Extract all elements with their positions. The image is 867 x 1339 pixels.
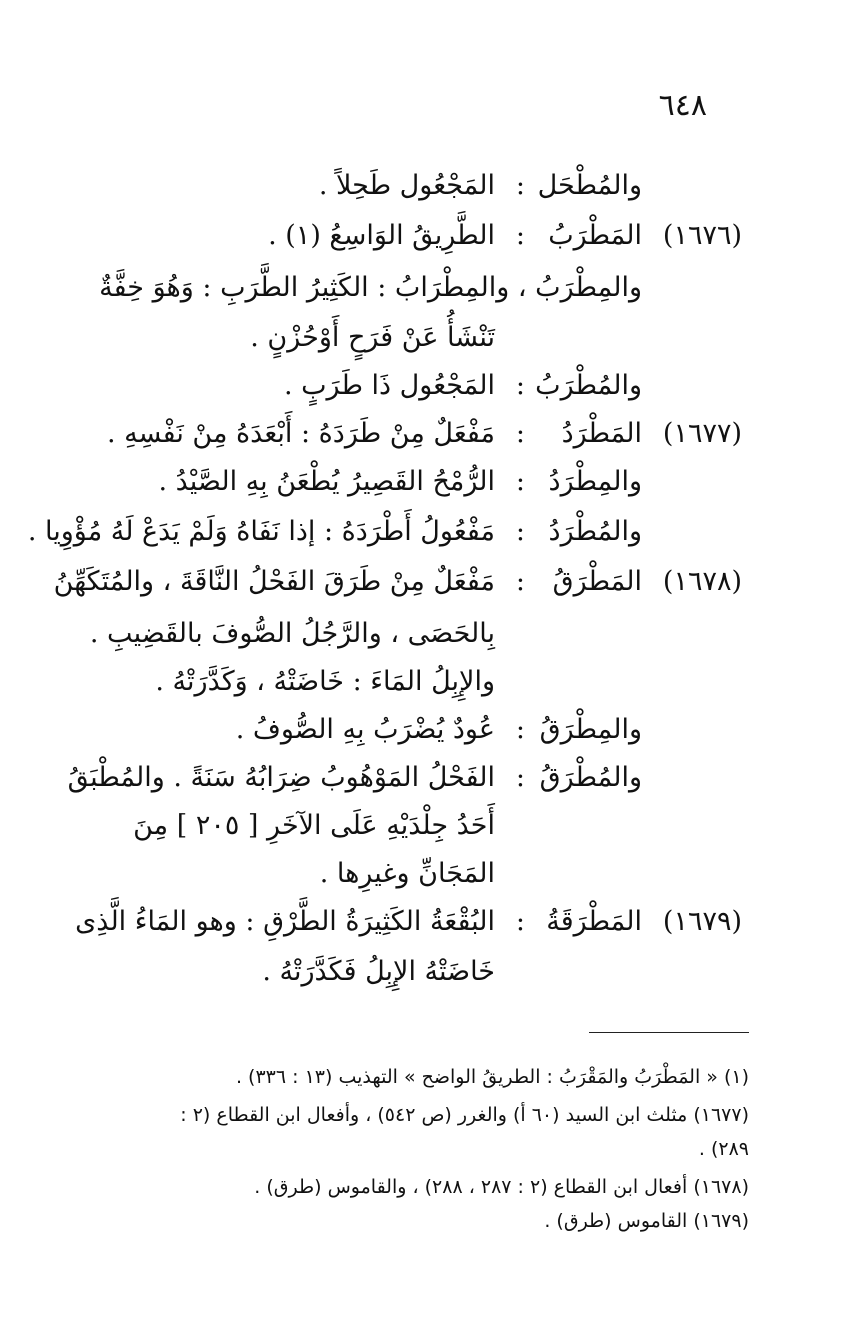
entry-continuation [0, 608, 867, 660]
entry-number: (١٦٧٧) [662, 418, 742, 449]
entry-number: (١٦٧٩) [662, 906, 742, 937]
entry-colon: : [515, 714, 525, 745]
entry-line [0, 408, 867, 460]
page-number: ٦٤٨ [658, 88, 707, 123]
entry-definition: الطَّرِيقُ الوَاسِعُ (١) . [268, 220, 495, 251]
entry-definition: المَجْعُول طَحِلاً . [318, 170, 495, 201]
entry-line [0, 506, 867, 558]
entry-line [0, 160, 867, 212]
entry-colon: : [515, 906, 525, 937]
entry-headword: والمُطْرَقُ [539, 762, 642, 793]
entry-definition: المَجْعُول ذَا طَرَبٍ . [283, 370, 495, 401]
entry-colon: : [515, 418, 525, 449]
entry-headword: المَطْرَقُ [552, 566, 642, 597]
entry-continuation-text: تَنْشَأُ عَنْ فَرَحٍ أَوْحُزْنٍ . [250, 322, 495, 353]
entry-colon: : [515, 170, 525, 201]
entry-line [0, 262, 867, 314]
entry-line [0, 360, 867, 412]
entry-line [0, 210, 867, 262]
entry-definition: مَفْعُولُ أَطْرَدَهُ : إذا نَفَاهُ وَلَمْ يَدَعْ لَهُ مُؤْوِيا . [27, 516, 495, 547]
entry-definition: عُودٌ يُضْرَبُ بِهِ الصُّوفُ . [235, 714, 495, 745]
entry-headword: والمِطْرَقُ [539, 714, 642, 745]
entry-colon: : [515, 566, 525, 597]
entry-continuation [0, 848, 867, 900]
entry-headword: والمِطْرَدُ [548, 466, 642, 497]
entry-continuation-text: المَجَانِّ وغيرِها . [319, 858, 495, 889]
entry-line [0, 704, 867, 756]
entry-continuation [0, 312, 867, 364]
entry-definition: البُقْعَةُ الكَثِيرَةُ الطَّرْقِ : وهو المَاءُ الَّذِى [75, 906, 495, 937]
footnote: (١) « المَطْرَبُ والمَقْرَبُ : الطريقُ الواضح » التهذيب (١٣ : ٣٣٦) . [235, 1066, 749, 1088]
entry-line [0, 556, 867, 608]
entry-colon: : [515, 220, 525, 251]
entry-colon: : [515, 762, 525, 793]
entry-headword: المَطْرَبُ [548, 220, 642, 251]
entry-headword: والمُطْرَدُ [548, 516, 642, 547]
entry-continuation [0, 800, 867, 852]
entry-continuation [0, 656, 867, 708]
entry-continuation-text: والإِبِلُ المَاءَ : خَاضَتْهُ ، وَكَدَّرَتْهُ . [155, 666, 495, 697]
entry-continuation-text: أَحَدُ جِلْدَيْهِ عَلَى الآخَرِ [ ٢٠٥ ] مِنَ [133, 810, 495, 841]
entry-number: (١٦٧٦) [662, 220, 742, 251]
entry-headword: المَطْرَدُ [561, 418, 642, 449]
entry-continuation [0, 946, 867, 998]
entry-full-line: والمِطْرَبُ ، والمِطْرَابُ : الكَثِيرُ الطَّرَبِ : وَهُوَ خِفَّةٌ [99, 272, 642, 303]
entry-headword: والمُطْحَل [537, 170, 642, 201]
entry-definition: مَفْعَلٌ مِنْ طَرَقَ الفَحْلُ النَّاقَةَ ، والمُتَكَهِّنُ [53, 566, 495, 597]
entry-colon: : [515, 516, 525, 547]
entry-continuation-text: بِالحَصَى ، والرَّجُلُ الصُّوفَ بالقَضِيبِ . [89, 618, 495, 649]
entry-continuation-text: خَاضَتْهُ الإِبِلُ فَكَدَّرَتْهُ . [262, 956, 495, 987]
entry-line [0, 752, 867, 804]
entry-line [0, 896, 867, 948]
entry-colon: : [515, 370, 525, 401]
entry-headword: المَطْرَقَةُ [546, 906, 642, 937]
entry-definition: الفَحْلُ المَوْهُوبُ ضِرَابُهُ سَنَةً . والمُطْبَقُ [67, 762, 495, 793]
entry-line [0, 456, 867, 508]
entry-headword: والمُطْرَبُ [535, 370, 642, 401]
entry-colon: : [515, 466, 525, 497]
footnote-separator [589, 1032, 749, 1033]
entry-definition: مَفْعَلٌ مِنْ طَرَدَهُ : أَبْعَدَهُ مِنْ نَفْسِهِ . [106, 418, 495, 449]
entry-number: (١٦٧٨) [662, 566, 742, 597]
footnote: (١٦٧٧) مثلث ابن السيد (٦٠ أ) والغرر (ص ٥٤٢) ، وأفعال ابن القطاع (٢ : [180, 1104, 749, 1126]
entry-definition: الرُّمْحُ القَصِيرُ يُطْعَنُ بِهِ الصَّيْدُ . [158, 466, 495, 497]
footnote: (١٦٧٩) القاموس (طرق) . [544, 1210, 749, 1232]
footnote-continuation: ٢٨٩) . [698, 1138, 749, 1160]
footnote: (١٦٧٨) أفعال ابن القطاع (٢ : ٢٨٧ ، ٢٨٨) ، والقاموس (طرق) . [254, 1176, 749, 1198]
